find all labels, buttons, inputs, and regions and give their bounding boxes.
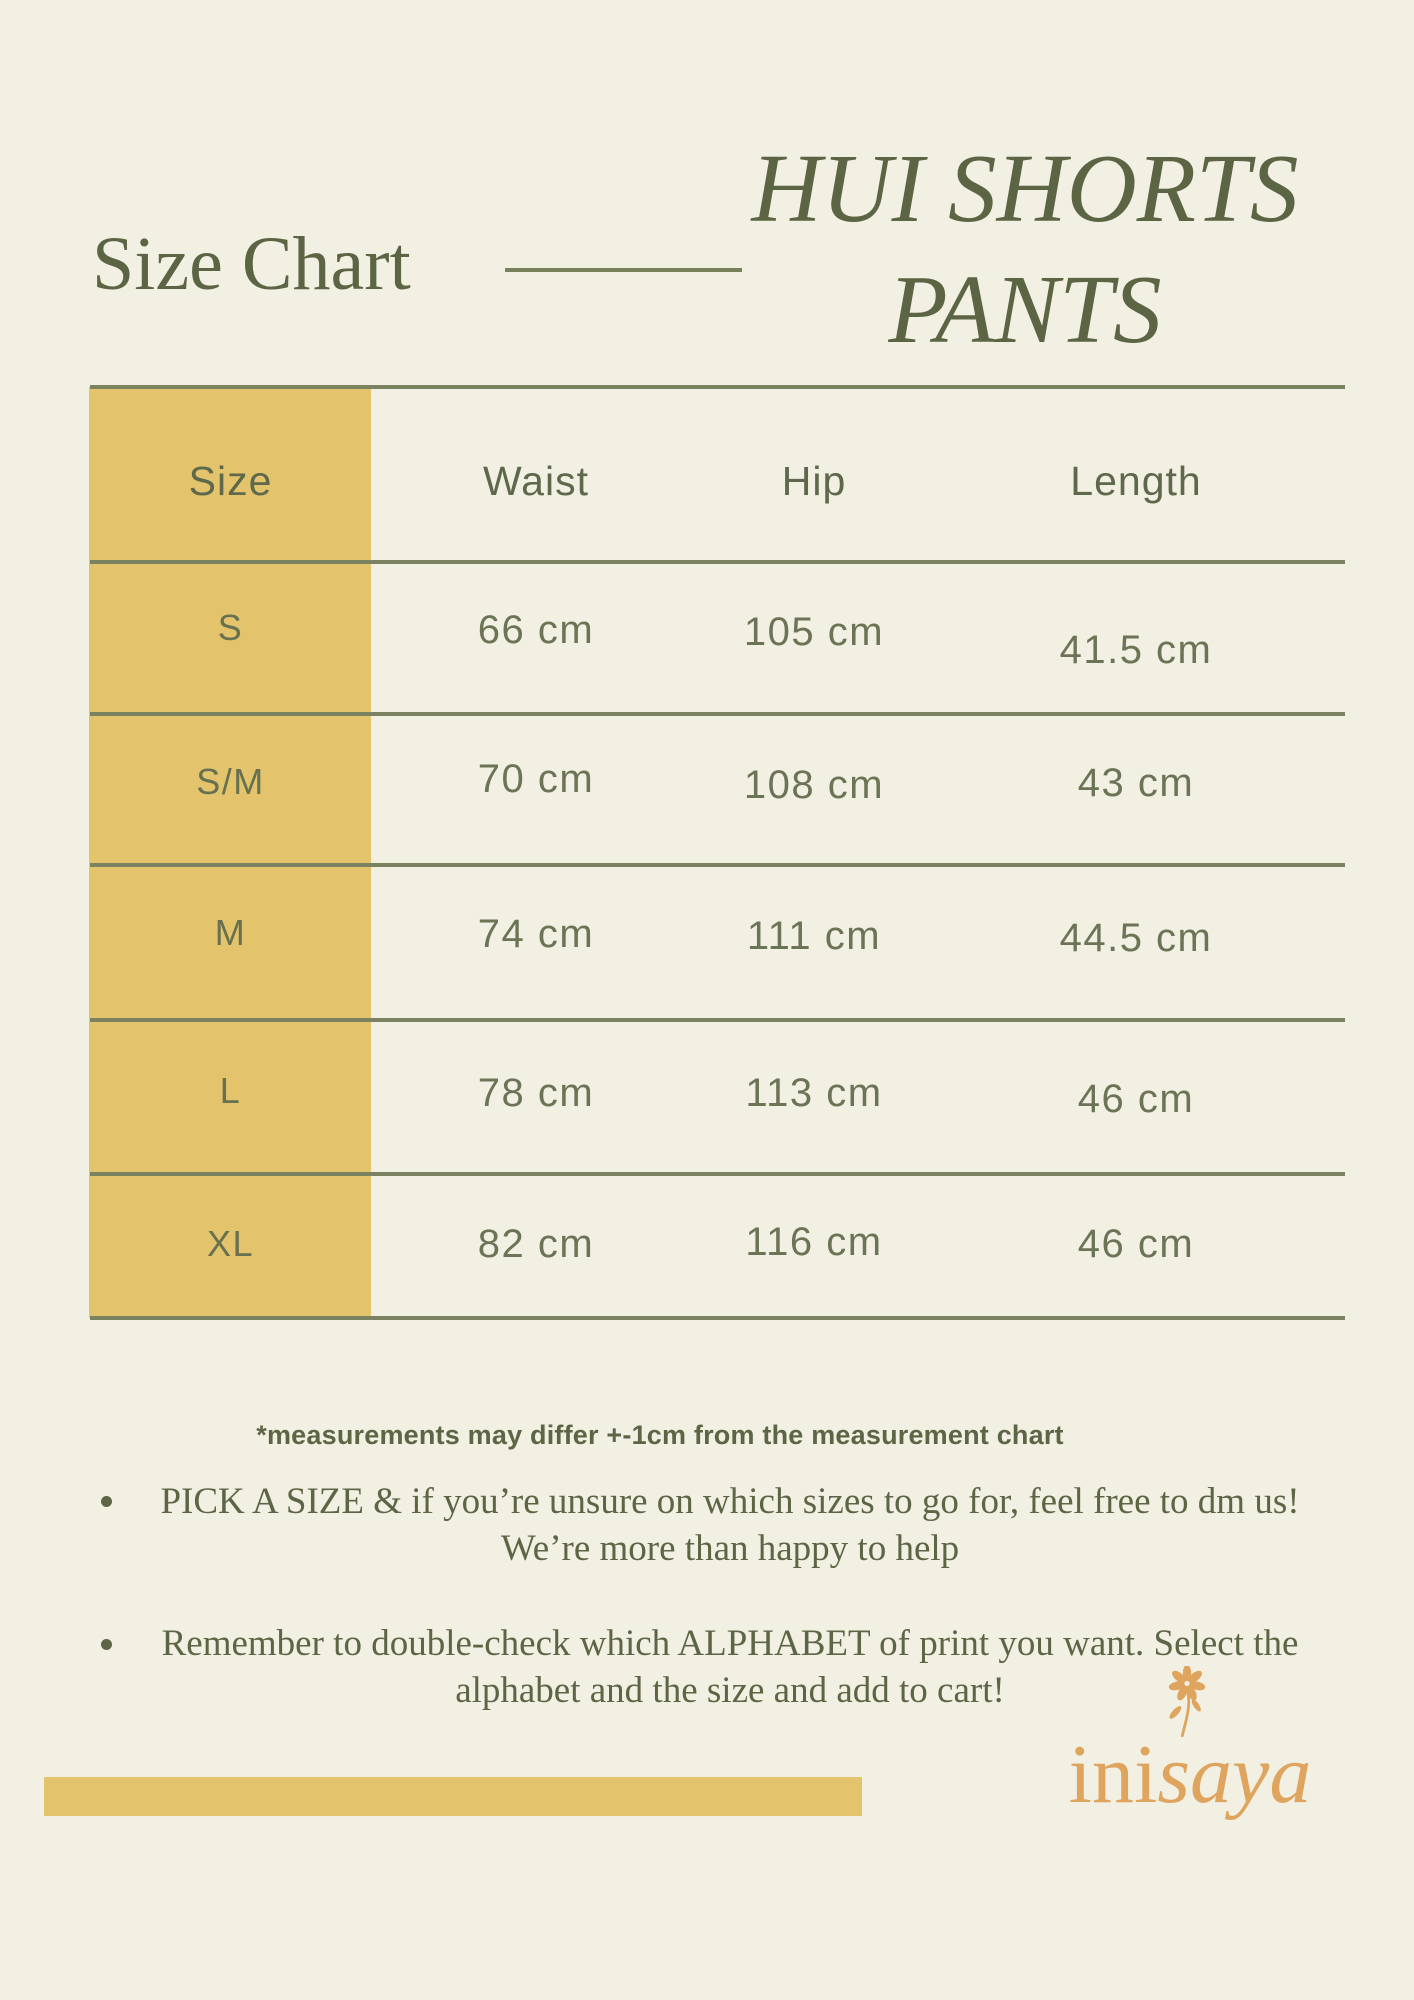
table-cell-length: 46 cm [1077,1221,1195,1266]
table-cell-hip: 113 cm [745,1070,883,1115]
brand-logo-italic: saya [1157,1728,1312,1821]
table-cell-hip: 105 cm [743,609,885,654]
table-cell-waist: 82 cm [477,1221,595,1266]
table-line [90,1018,1345,1022]
table-cell-waist: 70 cm [477,757,595,801]
section-title: Size Chart [92,222,411,306]
table-line [90,1172,1345,1176]
column-header-hip: Hip [781,458,847,504]
table-cell-length: 43 cm [1077,761,1195,805]
bullet-icon [101,1639,112,1650]
column-header-length: Length [1070,458,1202,504]
bullet-icon [101,1496,112,1507]
table-line-bottom [90,1316,1345,1320]
table-cell-length: 44.5 cm [1059,916,1213,960]
table-row-size-label: S [217,607,244,648]
table-row-size-label: XL [206,1223,255,1264]
measurement-disclaimer: *measurements may differ +-1cm from the measurement chart [256,1420,1064,1450]
table-line [90,712,1345,716]
note-double-check [150,1620,1310,1714]
note-line: alphabet and the size and add to cart! [455,1670,1005,1711]
size-table-grid [90,385,1345,1320]
note-line: PICK A SIZE & if you’re unsure on which sizes to go for, feel free to dm us! [160,1481,1300,1522]
table-line [90,863,1345,867]
table-cell-waist: 66 cm [477,607,595,652]
product-title-line1: HUI SHORTS [751,135,1299,242]
column-header-size: Size [188,458,273,504]
table-line-top [90,385,1345,389]
size-chart-table [90,385,1345,1320]
brand-logo-regular: ini [1068,1728,1158,1821]
table-row-size-label: M [214,911,247,953]
product-title-line2: PANTS [888,256,1162,364]
table-cell-length: 41.5 cm [1059,627,1213,672]
table-cell-waist: 74 cm [477,912,595,956]
table-cell-hip: 108 cm [743,763,885,807]
note-line: Remember to double-check which ALPHABET of print you want. Select the [161,1623,1299,1664]
note-line: We’re more than happy to help [500,1528,960,1569]
table-cell-waist: 78 cm [477,1070,595,1115]
column-header-waist: Waist [483,458,589,504]
product-title [690,128,1360,371]
table-cell-hip: 111 cm [746,914,882,958]
table-line [90,560,1345,564]
table-cell-length: 46 cm [1077,1076,1195,1121]
table-cell-hip: 116 cm [745,1219,883,1264]
table-row-size-label: L [219,1070,242,1111]
note-pick-a-size [150,1478,1310,1572]
footer-accent-bar [44,1777,862,1816]
brand-logo [1020,1728,1360,1821]
table-row-size-label: S/M [196,760,265,802]
